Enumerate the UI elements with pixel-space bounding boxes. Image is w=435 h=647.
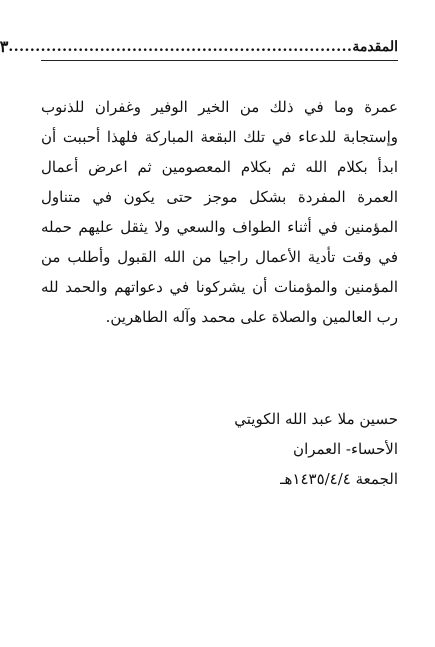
page-header xyxy=(0,32,398,58)
page-number: ٣ xyxy=(0,37,9,56)
signature-date: الجمعة ١٤٣٥/٤/٤هـ xyxy=(280,470,398,488)
header-divider xyxy=(41,60,398,61)
signature-block xyxy=(41,404,398,494)
header-leader-dots: ................................................................ xyxy=(8,39,353,55)
body-paragraph: عمرة وما في ذلك من الخير الوفير وغفران للذنوب وإستجابة للدعاء في تلك البقعة المباركة فلهذا أحببت أن ابدأ بكلام الله ثم بكلام المعصومين ثم اعرض أعمال العمرة المفردة بشكل موجز حتى يكون في متناول المؤمنين في أثناء الطواف والسعي ولا يثقل عليهم حمله في وقت تأدية الأعمال راجيا من الله القبول وأطلب من المؤمنين والمؤمنات أن يشركونا في دعواتهم والحمد لله رب العالمين والصلاة على محمد وآله الطاهرين. xyxy=(41,98,398,326)
author-location: الأحساء- العمران xyxy=(293,440,398,458)
chapter-title: المقدمة xyxy=(352,39,398,55)
author-name: حسين ملا عبد الله الكويتي xyxy=(234,410,398,428)
